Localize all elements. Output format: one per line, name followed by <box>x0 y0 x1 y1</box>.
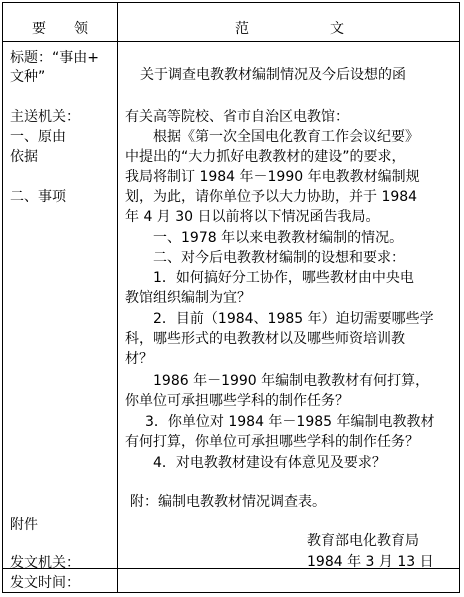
column-divider <box>117 2 118 593</box>
body-line: 根据《第一次全国电化教育工作会议纪要》 <box>153 129 419 145</box>
doc-recipient: 有关高等院校、省市自治区电教馆： <box>125 109 349 125</box>
body-line: 材？ <box>125 351 153 367</box>
body-line: 1．如何搞好分工协作，哪些教材由中央电 <box>153 270 414 286</box>
body-line: 1986 年－1990 年编制电教教材有何打算， <box>153 373 430 389</box>
body-line: 科，哪些形式的电教教材以及哪些师资培训教 <box>125 331 405 347</box>
left-issue-time: 发文时间： <box>10 575 80 591</box>
doc-title: 关于调查电教教材编制情况及今后设想的函 <box>140 67 406 83</box>
left-reason-line1: 一、原由 <box>10 129 66 145</box>
body-line: 教馆组织编制为宜？ <box>125 290 251 306</box>
left-matters: 二、事项 <box>10 189 66 205</box>
header-divider <box>2 41 460 42</box>
body-line: 3．你单位对 1984 年－1985 年编制电教教材 <box>145 414 435 430</box>
signer: 教育部电化教育局 <box>307 533 419 549</box>
body-line: 4．对电教教材建设有体意见及要求？ <box>153 455 386 471</box>
body-line: 划，为此，请你单位予以大力协助，并于 1984 <box>125 189 418 205</box>
body-line: 有何打算，你单位可承担哪些学科的制作任务？ <box>125 434 419 450</box>
header-col1-char2: 领 <box>74 21 88 37</box>
left-title-line2: 文种” <box>10 69 46 85</box>
body-line: 我局将制订 1984 年－1990 年电教教材编制规 <box>125 169 420 185</box>
body-line: 年 4 月 30 日以前将以下情况函告我局。 <box>125 209 380 225</box>
issue-date: 1984 年 3 月 13 日 <box>307 554 434 570</box>
body-line: 一、1978 年以来电教教材编制的情况。 <box>153 230 404 246</box>
left-title-line1: 标题：“事由+ <box>10 50 99 66</box>
left-attachment: 附件 <box>10 517 38 533</box>
header-col2-char2: 文 <box>330 21 344 37</box>
body-line: 你单位可承担哪些学科的制作任务？ <box>125 393 349 409</box>
body-line: 二、对今后电教教材编制的设想和要求： <box>153 250 405 266</box>
header-col2-char1: 范 <box>235 21 249 37</box>
body-line: 2．目前（1984、1985 年）迫切需要哪些学 <box>153 311 434 327</box>
body-line: 中提出的“大力抓好电教教材的建设”的要求， <box>125 149 406 165</box>
left-reason-line2: 依据 <box>10 149 38 165</box>
left-recipient: 主送机关： <box>10 109 80 125</box>
header-col1-char1: 要 <box>32 21 46 37</box>
attachment-note: 附：编制电教教材情况调查表。 <box>130 494 326 510</box>
left-issuer: 发文机关： <box>10 555 80 571</box>
